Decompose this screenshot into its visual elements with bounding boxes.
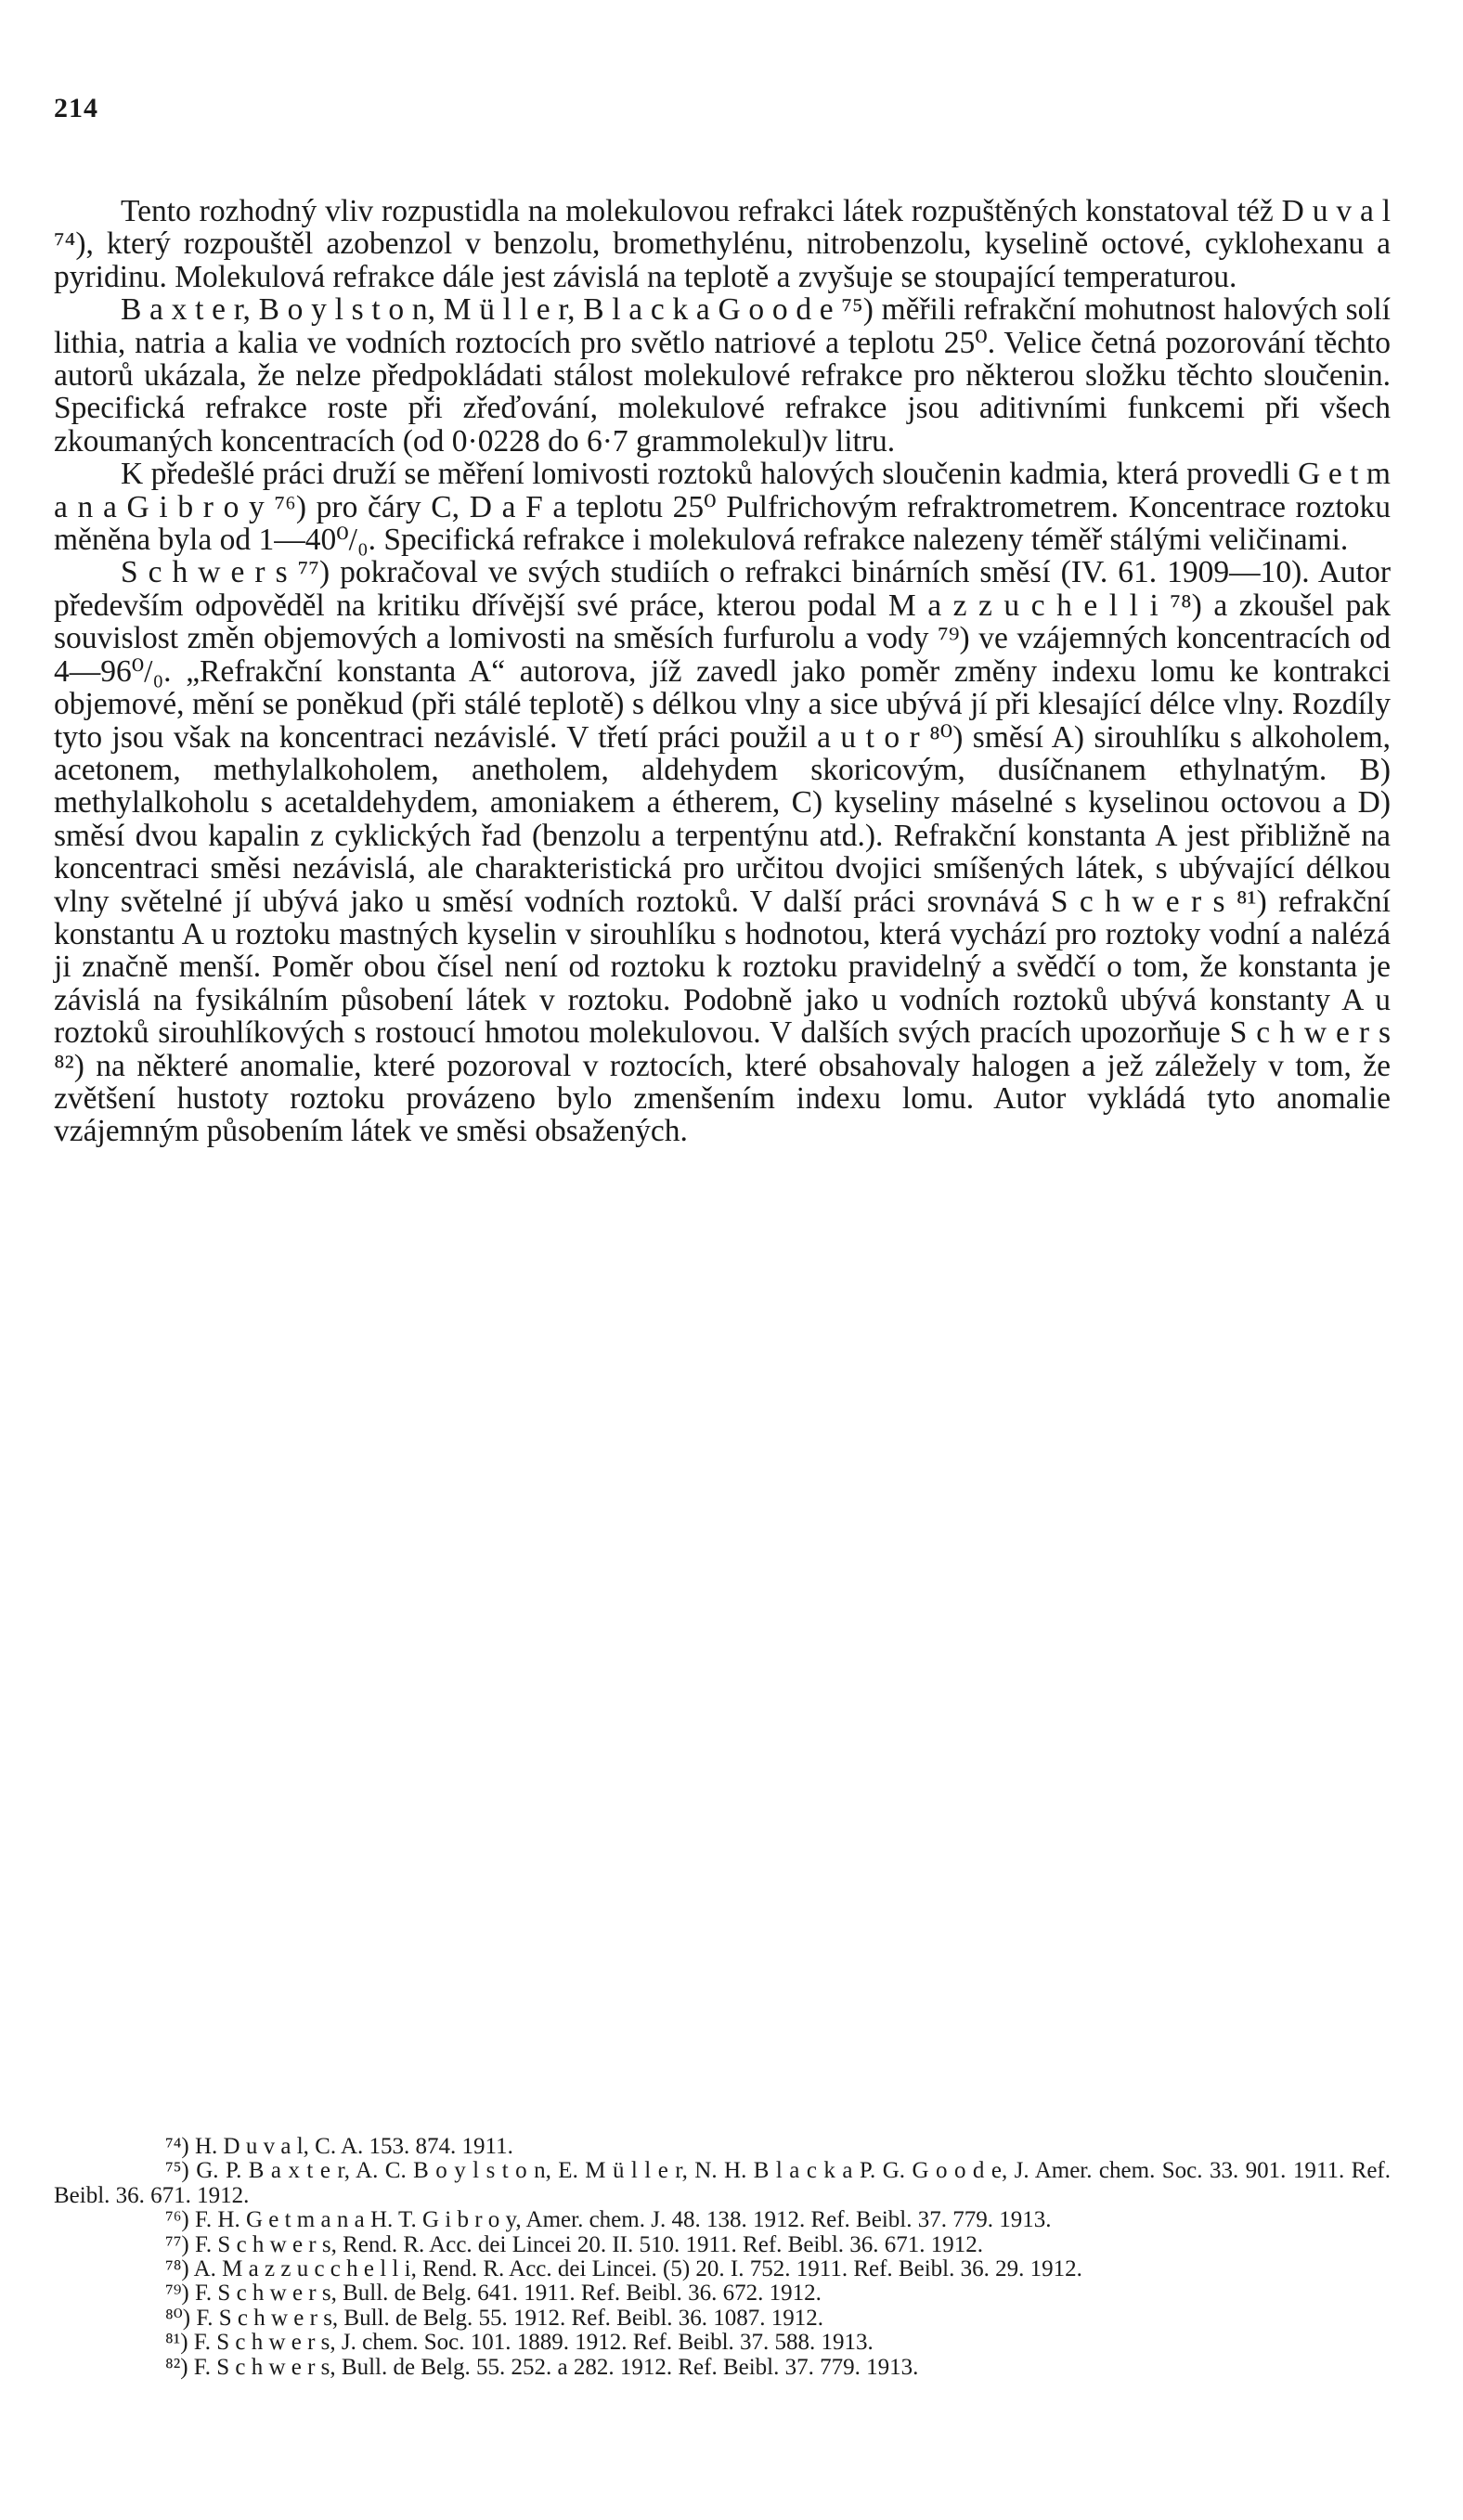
footnote: ⁷⁵) G. P. B a x t e r, A. C. B o y l s t o n, E. M ü l l e r, N. H. B l a c k a P. G. G o o d e, J. Amer. chem. Soc. 33. 901. 1911. Ref. Beibl. 36. 671. 1912.: [54, 2158, 1391, 2208]
footnote: ⁷⁷) F. S c h w e r s, Rend. R. Acc. dei Lincei 20. II. 510. 1911. Ref. Beibl. 36. 671. 1912.: [165, 2231, 984, 2257]
footnote: ⁷⁸) A. M a z z u c c h e l l i, Rend. R. Acc. dei Lincei. (5) 20. I. 752. 1911. Ref. Beibl. 36. 29. 1912.: [165, 2256, 1082, 2282]
footnote: ⁸⁰) F. S c h w e r s, Bull. de Belg. 55. 1912. Ref. Beibl. 36. 1087. 1912.: [165, 2305, 824, 2331]
paragraph: B a x t e r, B o y l s t o n, M ü l l e r, B l a c k a G o o d e ⁷⁵) měřili refrakční mohutnost halových solí lithia, natria a kalia ve vodních roztocích pro světlo natriové a teplotu 25⁰. Velice četná pozorování těchto autorů ukázala, že nelze předpokládati stálost molekulové refrakce pro některou složku těchto sloučenin. Specifická refrakce roste při zřeďování, molekulové refrakce jsou aditivními funkcemi při všech zkoumaných koncentracích (od 0·0228 do 6·7 grammolekul)v litru.: [54, 292, 1391, 459]
paragraph: S c h w e r s ⁷⁷) pokračoval ve svých studiích o refrakci binárních směsí (IV. 61. 1909—10). Autor především odpověděl na kritiku dřívější své práce, kterou podal M a z z u c h e l l i ⁷⁸) a zkoušel pak souvislost změn objemových a lomivosti na směsích furfurolu a vody ⁷⁹) ve vzájemných koncentracích od 4—96⁰/₀. „Refrakční konstanta A“ autorova, jíž zavedl jako poměr změny indexu lomu ke kontrakci objemové, mění se poněkud (při stálé teplotě) s délkou vlny a sice ubývá jí při klesající délce vlny. Rozdíly tyto jsou však na koncentraci nezávislé. V třetí práci použil a u t o r ⁸⁰) směsí A) sirouhlíku s alkoholem, acetonem, methylalkoholem, anetholem, aldehydem skoricovým, dusíčnanem ethylnatým. B) methylalkoholu s acetaldehydem, amoniakem a étherem, C) kyseliny máselné s kyselinou octovou a D) směsí dvou kapalin z cyklických řad (benzolu a terpentýnu atd.). Refrakční konstanta A jest přibližně na koncentraci směsi nezávislá, ale charakteristická pro určitou dvojici smíšených látek, s ubývající délkou vlny světelné jí ubývá jako u směsí vodních roztoků. V další práci srovnává S c h w e r s ⁸¹) refrakční konstantu A u roztoku mastných kyselin v sirouhlíku s hodnotou, která vychází pro roztoky vodní a nalézá ji značně menší. Poměr obou čísel není od roztoku k roztoku pravidelný a svědčí o tom, že konstanta je závislá na fysikálním působení látek v roztoku. Podobně jako u vodních roztoků ubývá konstanty A u roztoků sirouhlíkových s rostoucí hmotou molekulovou. V dalších svých pracích upozorňuje S c h w e r s ⁸²) na některé anomalie, které pozoroval v roztocích, které obsahovaly halogen a jež záležely v tom, že zvětšení hustoty roztoku provázeno bylo zmenšením indexu lomu. Autor vykládá tyto anomalie vzájemným působením látek ve směsi obsažených.: [54, 555, 1391, 1149]
body-text: [54, 195, 1391, 1148]
paragraph: Tento rozhodný vliv rozpustidla na molekulovou refrakci látek rozpuštěných konstatoval též D u v a l ⁷⁴), který rozpouštěl azobenzol v benzolu, bromethylénu, nitrobenzolu, kyselině octové, cyklohexanu a pyridinu. Molekulová refrakce dále jest závislá na teplotě a zvyšuje se stoupající temperaturou.: [54, 194, 1391, 294]
footnote: ⁷⁶) F. H. G e t m a n a H. T. G i b r o y, Amer. chem. J. 48. 138. 1912. Ref. Beibl. 37. 779. 1913.: [165, 2207, 1052, 2233]
footnotes: [54, 2135, 1391, 2380]
footnote: ⁷⁹) F. S c h w e r s, Bull. de Belg. 641. 1911. Ref. Beibl. 36. 672. 1912.: [165, 2281, 822, 2307]
footnote: ⁸¹) F. S c h w e r s, J. chem. Soc. 101. 1889. 1912. Ref. Beibl. 37. 588. 1913.: [165, 2330, 874, 2356]
footnote: ⁸²) F. S c h w e r s, Bull. de Belg. 55. 252. a 282. 1912. Ref. Beibl. 37. 779. 1913.: [165, 2354, 919, 2380]
page-number: 214: [54, 93, 98, 123]
footnote: ⁷⁴) H. D u v a l, C. A. 153. 874. 1911.: [165, 2134, 513, 2159]
paragraph: K předešlé práci druží se měření lomivosti roztoků halových sloučenin kadmia, která provedli G e t m a n a G i b r o y ⁷⁶) pro čáry C, D a F a teplotu 25⁰ Pulfrichovým refraktrometrem. Koncentrace roztoku měněna byla od 1—40⁰/₀. Specifická refrakce i molekulová refrakce nalezeny téměř stálými veličinami.: [54, 457, 1391, 558]
